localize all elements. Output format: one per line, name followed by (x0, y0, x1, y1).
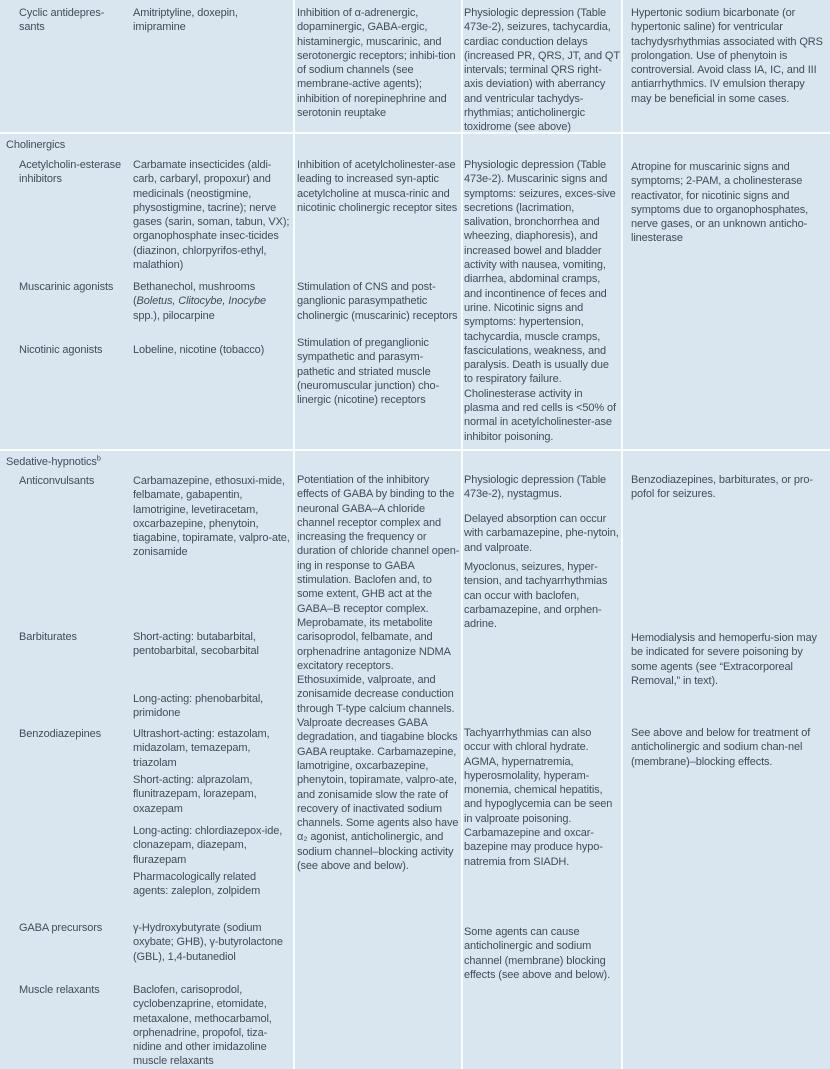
cell-benzodiazepines-examples-short: Short-acting: alprazolam, flunitrazepam, lorazepam, oxazepam (133, 774, 257, 815)
cell-benzodiazepines-examples-long: Long-acting: chlordiazepox-ide, clonazepam, diazepam, flurazepam (133, 825, 283, 866)
column-divider (461, 0, 463, 1069)
row-label-anticonvulsants: Anticonvulsants (19, 475, 95, 487)
cell-gaba-examples: γ-Hydroxybutyrate (sodium oxybate; GHB), γ-butyrolactone (GBL), 1,4-butanediol (133, 922, 283, 963)
section-divider (0, 132, 830, 134)
section-divider (0, 449, 830, 451)
cell-barbiturates-examples-short: Short-acting: butabarbital, pentobarbital, secobarbital (133, 631, 259, 658)
row-label-cyclic-antidepressants: Cyclic antidepres-sants (19, 7, 105, 34)
cell-anticonvulsants-treatment: Benzodiazepines, barbiturates, or pro-pofol for seizures. (631, 474, 813, 501)
row-label-muscle-relaxants: Muscle relaxants (19, 984, 100, 996)
cell-cholinergics-treatment: Atropine for muscarinic signs and symptoms; 2-PAM, a cholinesterase reactivator, for nicotinic signs and symptoms due to organophosphates, nerve gases, or an unknown anticho-linesterase (631, 161, 809, 245)
cell-nicotinic-mechanism: Stimulation of preganglionic sympathetic and parasym-pathetic and striated muscle (neuromuscular junction) cho-linergic (nicotine) receptors (297, 337, 440, 407)
cell-cyclic-features: Physiologic depression (Table 473e-2), seizures, tachycardia, cardiac conduction delays (increased PR, QRS, JT, and QT intervals; terminal QRS right-axis deviation) with aberrancy and ventricular tachydys-rhythmias; anticholinergic toxidrome (see above) (464, 7, 620, 134)
column-divider (293, 0, 295, 1069)
cell-muscarinic-examples (133, 280, 291, 323)
cell-nicotinic-examples: Lobeline, nicotine (tobacco) (133, 344, 265, 356)
muscarinic-examples-text: spp.), pilocarpine (133, 309, 215, 322)
cell-cyclic-treatment: Hypertonic sodium bicarbonate (or hypertonic saline) for ventricular tachydysrhythmias associated with QRS prolongation. Use of phenytoin is controversial. Avoid class IA, IC, and III antiarrhythmics. IV emulsion therapy may be beneficial in some cases. (631, 7, 823, 105)
cell-barbiturates-treatment: Hemodialysis and hemoperfu-sion may be indicated for severe poisoning by some agents (see “Extracorporeal Removal,” in text). (631, 632, 817, 687)
cell-anticonvulsants-examples: Carbamazepine, ethosuxi-mide, felbamate, gabapentin, lamotrigine, levetiracetam, oxcarbazepine, phenytoin, tiagabine, topiramate, valpro-ate, zonisamide (133, 475, 290, 559)
cell-benzodiazepines-examples-related: Pharmacologically related agents: zaleplon, zolpidem (133, 871, 261, 898)
cell-gaba-features: Some agents can cause anticholinergic and sodium channel (membrane) blocking effects (see above and below). (464, 926, 611, 981)
cell-ache-examples: Carbamate insecticides (aldi-carb, carbaryl, propoxur) and medicinals (neostigmine, physostigmine, tacrine); nerve gases (sarin, soman, tabun, VX); organophosphate insec-ticides (diazinon, chlorpyrifos-ethyl, malathion) (133, 159, 290, 272)
row-label-gaba-precursors: GABA precursors (19, 922, 103, 934)
cell-anticonvulsants-features-2: Delayed absorption can occur with carbamazepine, phe-nytoin, and valproate. (464, 513, 619, 554)
section-header-cholinergics: Cholinergics (6, 139, 66, 151)
cell-muscarinic-mechanism: Stimulation of CNS and post-ganglionic parasympathetic cholinergic (muscarinic) receptors (297, 281, 458, 322)
row-label-benzodiazepines: Benzodiazepines (19, 728, 101, 740)
cell-cyclic-examples: Amitriptyline, doxepin, imipramine (133, 7, 238, 34)
cell-barbiturates-examples-long: Long-acting: phenobarbital, primidone (133, 693, 264, 720)
cell-benzodiazepines-treatment: See above and below for treatment of anticholinergic and sodium chan-nel (membrane)–blocking effects. (631, 727, 811, 768)
section-header-sedative-hypnotics (6, 455, 306, 469)
row-label-barbiturates: Barbiturates (19, 631, 77, 643)
row-label-muscarinic-agonists: Muscarinic agonists (19, 281, 114, 293)
cell-cyclic-mechanism: Inhibition of α-adrenergic, dopaminergic, GABA-ergic, histaminergic, muscarinic, and serotonergic receptors; inhibi-tion of sodium channels (see membrane-active agents); inhibition of norepinephrine and serotonin reuptake (297, 7, 456, 120)
cell-anticonvulsants-features-1: Physiologic depression (Table 473e-2), nystagmus. (464, 474, 607, 501)
muscarinic-genus-italic: Boletus, Clitocybe, Inocybe (136, 295, 266, 308)
cell-cholinergics-features: Physiologic depression (Table 473e-2). Muscarinic signs and symptoms: seizures, exces-sive secretions (lacrimation, salivation, bronchorrhea and wheezing, diaphoresis), and increased bowel and bladder activity with nausea, vomiting, diarrhea, abdominal cramps, and incontinence of feces and urine. Nicotinic signs and symptoms: hypertension, tachycardia, muscle cramps, fasciculations, weakness, and paralysis. Death is usually due to respiratory failure. Cholinesterase activity in plasma and red cells is <50% of normal in acetylcholinester-ase inhibitor poisoning. (464, 159, 616, 443)
row-label-nicotinic-agonists: Nicotinic agonists (19, 344, 103, 356)
cell-benzodiazepines-examples-ultrashort: Ultrashort-acting: estazolam, midazolam, temazepam, triazolam (133, 728, 270, 769)
muscarinic-examples-text: Bethanechol, mushrooms ( (133, 281, 256, 308)
cell-benzodiazepines-features: Tachyarrhythmias can also occur with chloral hydrate. AGMA, hypernatremia, hyperosmolality, hyperam-monemia, chemical hepatitis, and hypoglycemia can be seen in valproate poisoning. Carbamazepine and oxcar-bazepine may produce hypo-natremia from SIADH. (464, 727, 613, 868)
footnote-marker: b (96, 453, 101, 463)
cell-muscle-relaxants-examples: Baclofen, carisoprodol, cyclobenzaprine, etomidate, metaxalone, methocarbamol, orphenadrine, propofol, tiza-nidine and other imidazoline muscle relaxants (133, 984, 272, 1068)
cell-anticonvulsants-features-3: Myoclonus, seizures, hyper-tension, and tachyarrhythmias can occur with baclofen, carbamazepine, and orphen-adrine. (464, 561, 608, 631)
cell-sedative-mechanism: Potentiation of the inhibitory effects of GABA by binding to the neuronal GABA–A chloride channel receptor complex and increasing the frequency or duration of chloride channel open-ing in response to GABA stimulation. Baclofen and, to some extent, GHB act at the GABA–B receptor complex. Meprobamate, its metabolite carisoprodol, felbamate, and orphenadrine antagonize NDMA excitatory receptors. Ethosuximide, valproate, and zonisamide decrease conduction through T-type calcium channels. Valproate decreases GABA degradation, and tiagabine blocks GABA reuptake. Carbamazepine, lamotrigine, oxcarbazepine, phenytoin, topiramate, valpro-ate, and zonisamide slow the rate of recovery of inactivated sodium channels. Some agents also have α₂ agonist, anticholinergic, and sodium channel–blocking activity (see above and below). (297, 474, 460, 873)
sedative-header-text: Sedative-hypnotics (6, 456, 97, 468)
column-divider (621, 0, 623, 1069)
row-label-acetylcholinesterase-inhibitors: Acetylcholin-esterase inhibitors (19, 159, 122, 186)
cell-ache-mechanism: Inhibition of acetylcholinester-ase leading to increased syn-aptic acetylcholine at musca-rinic and nicotinic cholinergic receptor sites (297, 159, 458, 214)
